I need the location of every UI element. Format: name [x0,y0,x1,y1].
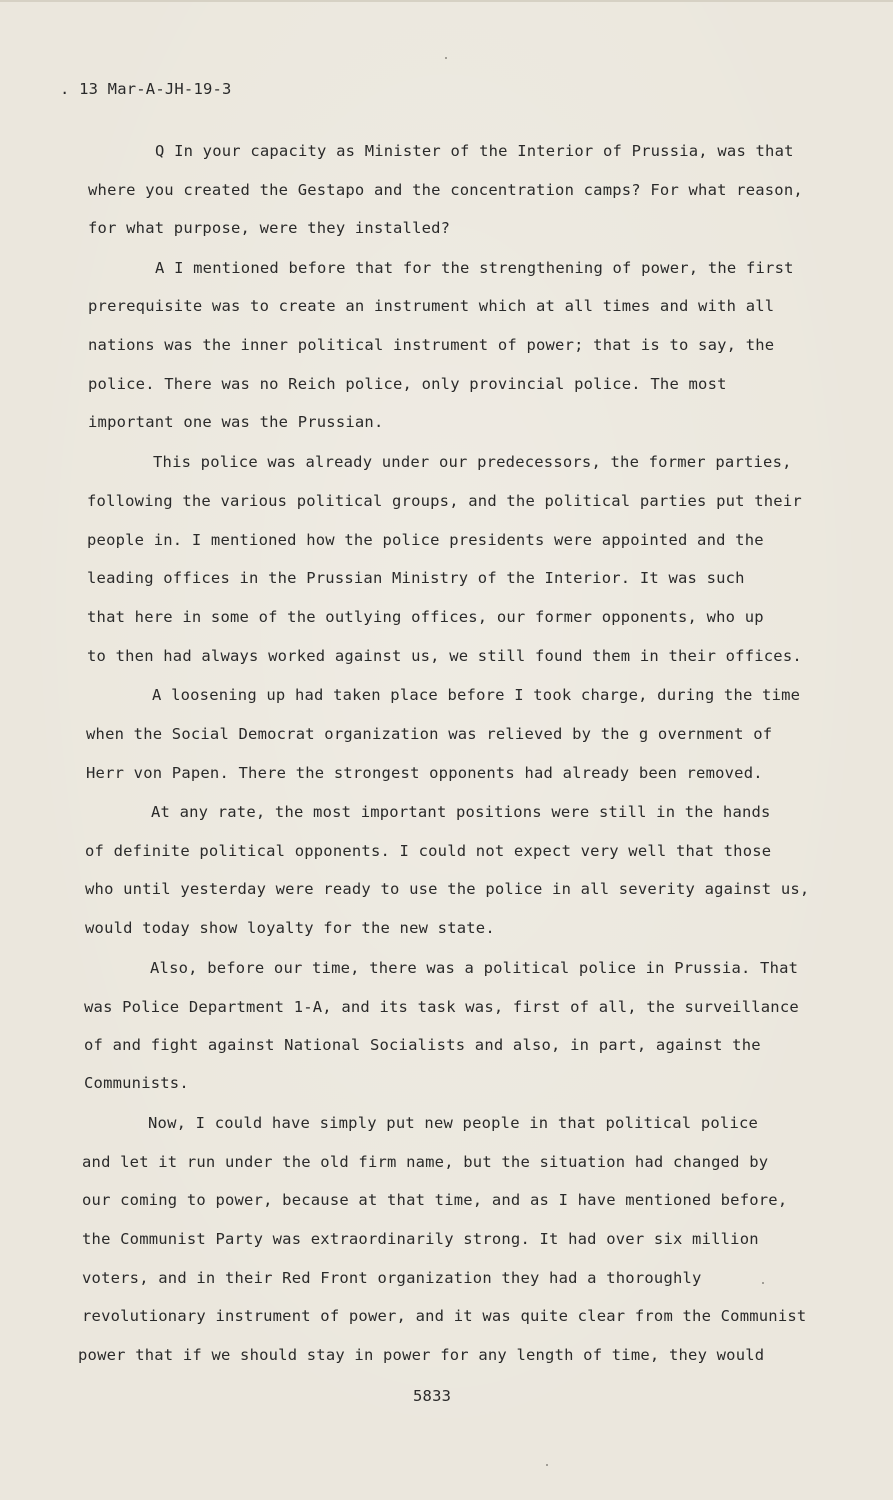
text-line: for what purpose, were they installed? [88,219,451,237]
text-line: to then had always worked against us, we still found them in their offices. [87,647,802,665]
text-line: police. There was no Reich police, only provincial police. The most [88,375,727,393]
text-line: Q In your capacity as Minister of the Interior of Prussia, was that [155,142,794,160]
text-line: who until yesterday were ready to use the police in all severity against us, [85,880,810,898]
text-line: following the various political groups, and the political parties put their [87,492,802,510]
text-line: A loosening up had taken place before I took charge, during the time [152,686,801,704]
text-line: that here in some of the outlying offices, our former opponents, who up [87,608,764,626]
paper-speck [546,1464,548,1466]
text-line: revolutionary instrument of power, and it was quite clear from the Communist [82,1307,807,1325]
text-line: of and fight against National Socialists and also, in part, against the [84,1036,761,1054]
text-line: voters, and in their Red Front organization they had a thoroughly [82,1269,702,1287]
text-line: would today show loyalty for the new state. [85,919,495,937]
page-number: 5833 [413,1387,452,1405]
text-line: where you created the Gestapo and the concentration camps? For what reason, [88,181,803,199]
text-line: nations was the inner political instrument of power; that is to say, the [88,336,775,354]
text-line: prerequisite was to create an instrument which at all times and with all [88,297,775,315]
text-line: Also, before our time, there was a political police in Prussia. That [150,959,799,977]
text-line: people in. I mentioned how the police presidents were appointed and the [87,531,764,549]
document-reference: . 13 Mar-A-JH-19-3 [60,80,232,98]
paper-speck [445,57,447,59]
text-line: of definite political opponents. I could not expect very well that those [85,842,772,860]
text-line: At any rate, the most important positions were still in the hands [151,803,771,821]
text-line: power that if we should stay in power for any length of time, they would [78,1346,765,1364]
text-line: This police was already under our predecessors, the former parties, [153,453,792,471]
paper-speck [762,1282,764,1284]
text-line: Now, I could have simply put new people in that political police [148,1114,759,1132]
text-line: Communists. [84,1074,189,1092]
text-line: leading offices in the Prussian Ministry of the Interior. It was such [87,569,745,587]
text-line: the Communist Party was extraordinarily strong. It had over six million [82,1230,759,1248]
text-line: important one was the Prussian. [88,413,384,431]
text-line: Herr von Papen. There the strongest opponents had already been removed. [86,764,763,782]
text-line: and let it run under the old firm name, but the situation had changed by [82,1153,769,1171]
text-line: was Police Department 1-A, and its task was, first of all, the surveillance [84,998,799,1016]
text-line: our coming to power, because at that time, and as I have mentioned before, [82,1191,788,1209]
text-line: when the Social Democrat organization was relieved by the g overnment of [86,725,773,743]
text-line: A I mentioned before that for the strengthening of power, the first [155,259,794,277]
